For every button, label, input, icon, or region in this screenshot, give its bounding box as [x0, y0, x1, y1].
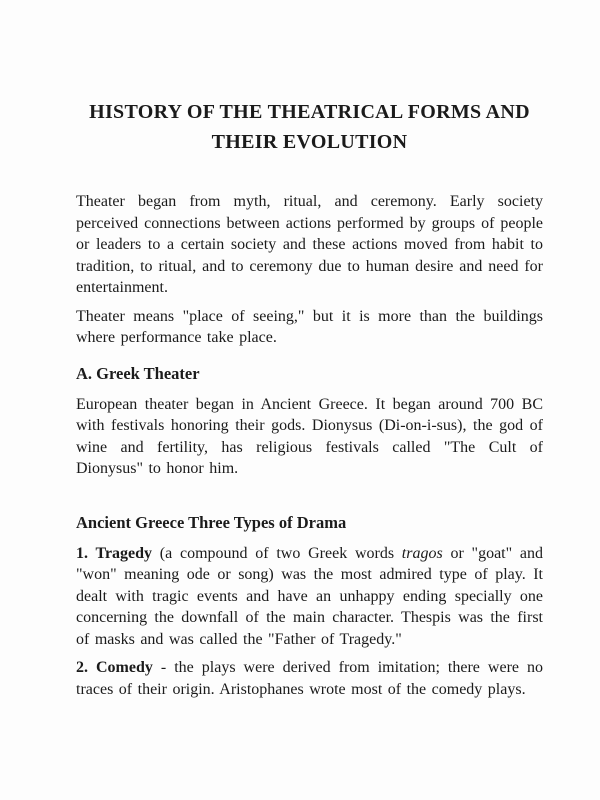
- comedy-label: 2. Comedy: [76, 659, 153, 676]
- tragedy-label: 1. Tragedy: [76, 544, 153, 562]
- document-title: [76, 97, 543, 157]
- heading-drama-types: Ancient Greece Three Types of Drama: [76, 512, 347, 532]
- paragraph-greek-theater: European theater began in Ancient Greece. It began around 700 BC with festivals honoring their gods. Dionysus (Di-on-i-sus), the god of wine and fertility, has religious festivals called "The Cult of Dionysus" to honor him.: [76, 395, 543, 477]
- title-line-1: HISTORY OF THE THEATRICAL FORMS AND: [89, 101, 530, 123]
- tragedy-text-post: or "goat" and "won" meaning ode or song) was the most admired type of play. It dealt with tragic events and have an unhappy ending specially one concerning the downfall of the main character. Thespis was the first of masks and was called the "Father of Tragedy.": [76, 544, 543, 648]
- paragraph-intro-meaning: Theater means "place of seeing," but it is more than the buildings where performance take place.: [76, 307, 543, 346]
- paragraph-tragedy: [76, 543, 543, 651]
- comedy-text: - the plays were derived from imitation; there were no traces of their origin. Aristophanes wrote most of the comedy plays.: [76, 659, 543, 698]
- tragedy-text-pre: (a compound of two Greek words: [152, 544, 402, 562]
- tragedy-italic-term: tragos: [401, 544, 443, 562]
- paragraph-comedy: [76, 657, 543, 700]
- paragraph-intro-origins: Theater began from myth, ritual, and ceremony. Early society perceived connections between actions performed by groups of people or leaders to a certain society and these actions moved from habit to tradition, to ritual, and to ceremony due to human desire and need for entertainment.: [76, 193, 543, 296]
- title-line-2: THEIR EVOLUTION: [211, 131, 408, 153]
- heading-greek-theater: A. Greek Theater: [76, 363, 200, 383]
